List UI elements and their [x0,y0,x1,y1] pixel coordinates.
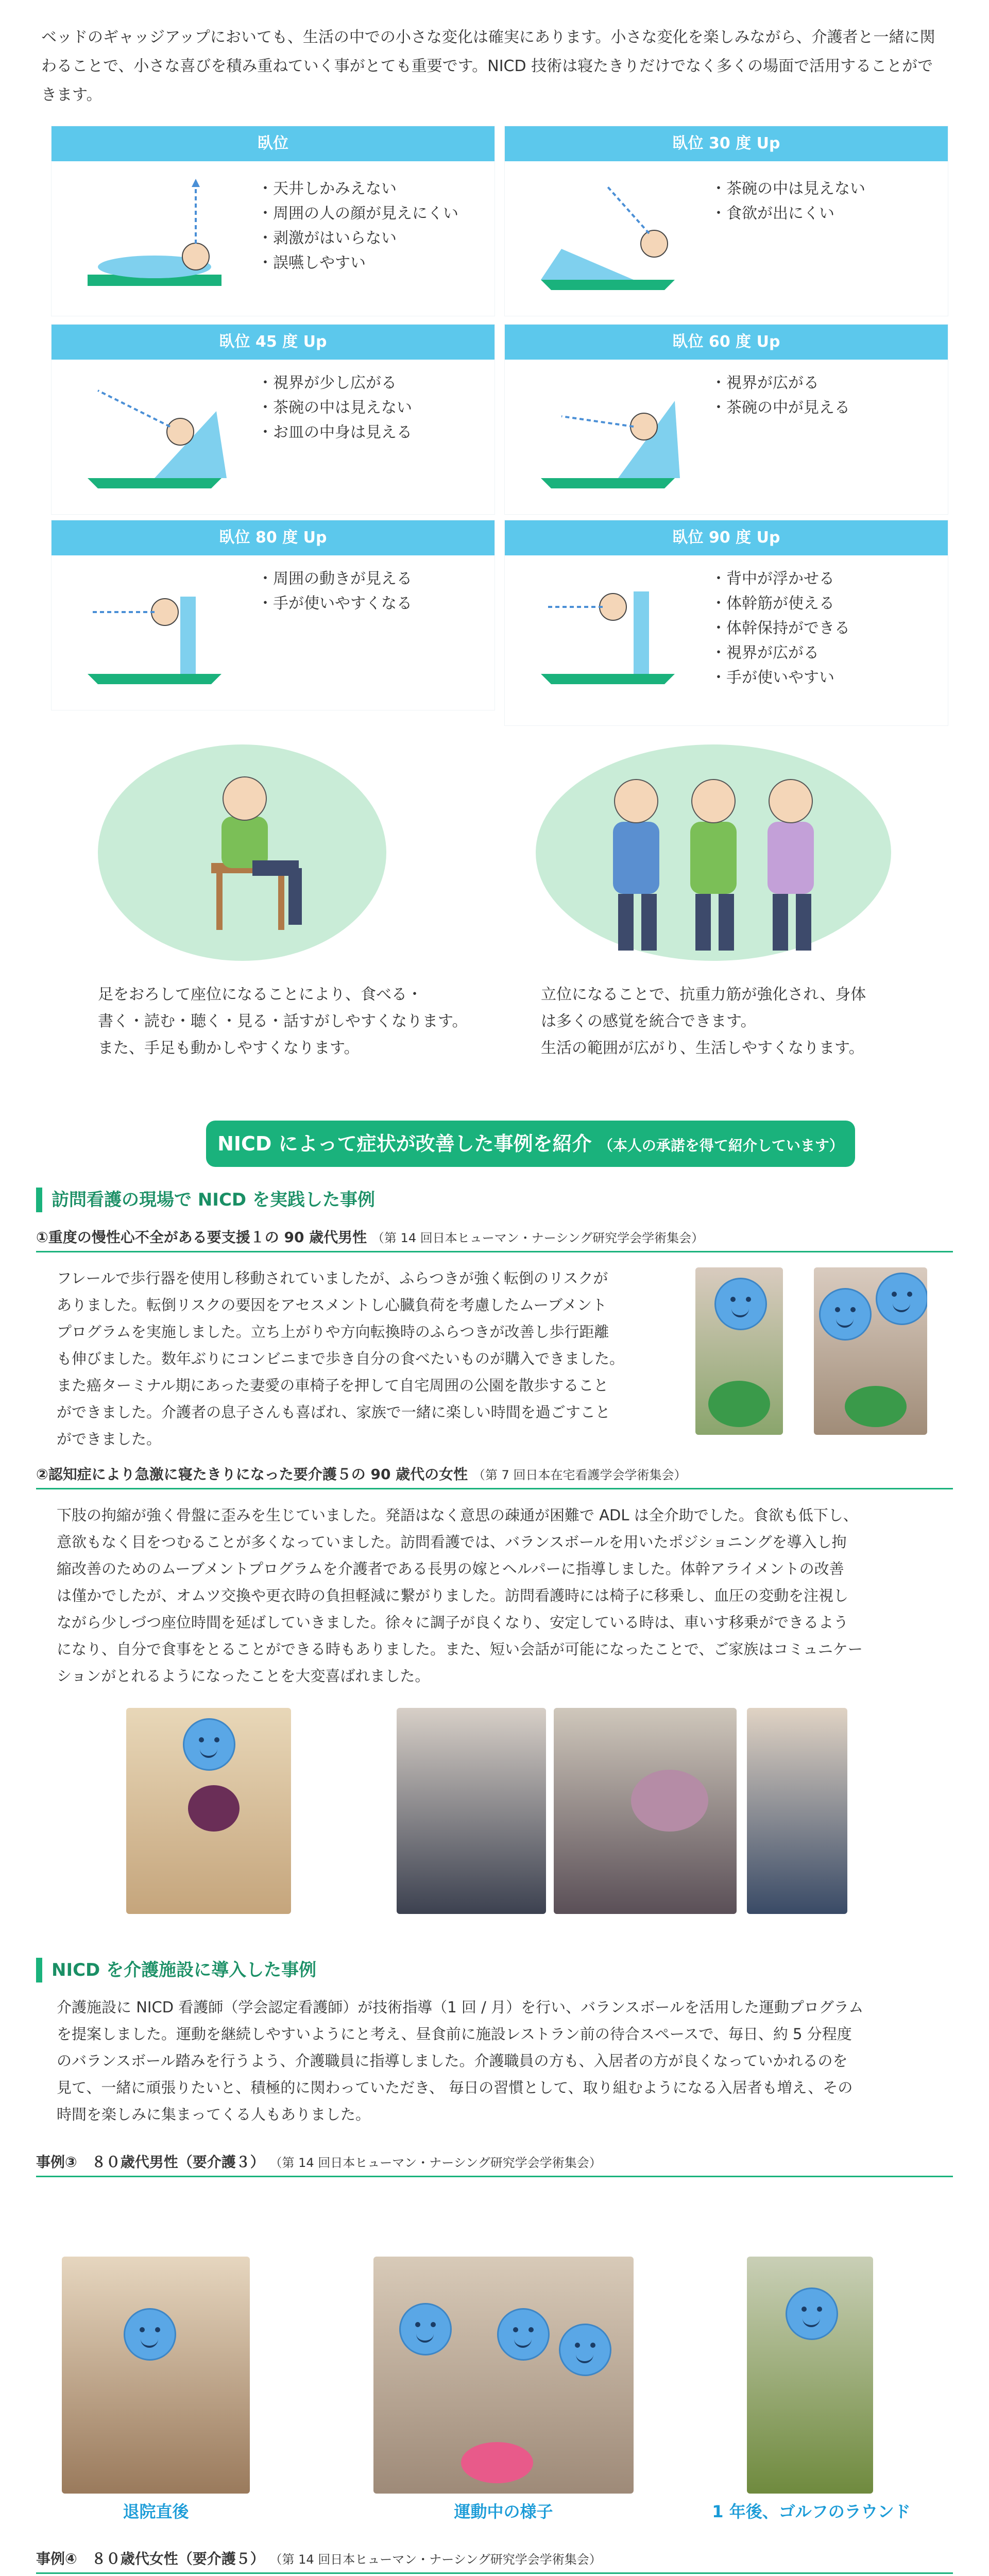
position-card-supine [52,126,494,316]
position-card-90 [505,520,948,725]
case-title-text: 事例③ ８０歳代男性（要介護３） [36,2154,265,2171]
card-item: ・ 誤嚥しやすい [258,251,458,276]
case1-photo-2 [814,1267,927,1435]
case2-photo-3 [554,1708,737,1914]
text-line: は僅かでしたが、オムツ交換や更衣時の負担軽減に繋がりました。訪問看護時には椅子に移乗し、血圧の変動を注視し [57,1587,849,1604]
facility-text [57,1994,943,2128]
card-item: ・ 天井しかみえない [258,177,458,201]
sitting-elder-illustration [98,744,386,961]
section-facility-title: NICD を介護施設に導入した事例 [36,1958,316,1982]
caption-line: 足をおろして座位になることにより、食べる・ [98,986,422,1004]
sitting-caption [98,981,468,1062]
sitting-80-illustration [77,566,242,700]
position-card-45 [52,325,494,514]
banner-subtitle: （本人の承諾を得て紹介しています） [598,1137,844,1154]
caption-line: 立位になることで、抗重力筋が強化され、身体 [541,986,866,1004]
case3-label-2: 運動中の様子 [454,2502,553,2521]
caption-line: 書く・読む・聴く・見る・話すがしやすくなります。 [98,1012,468,1030]
text-line: 介護施設に NICD 看護師（学会認定看護師）が技術指導（1 回 / 月）を行い、バランスボールを活用した運動プログラム [57,1998,864,2016]
text-line: ができました。介護者の息子さんも喜ばれ、家族で一緒に楽しい時間を過ごすこと [57,1403,610,1421]
card-item: ・ 茶碗の中は見えない [711,177,865,201]
standing-elders-illustration [536,744,891,961]
case-note: （第 14 回日本ヒューマン・ナーシング研究学会学術集会） [269,2156,602,2170]
card-item: ・ 周囲の人の顔が見えにくい [258,201,458,226]
card-item: ・ 視界が広がる [711,641,850,666]
case2-photo-2 [397,1708,546,1914]
caption-line: また、手足も動かしやすくなります。 [98,1039,360,1057]
standing-caption [541,981,866,1062]
case-title-text: 事例④ ８０歳代女性（要介護５） [36,2550,265,2567]
text-line: ができました。 [57,1430,162,1448]
face-mask-icon [819,1288,872,1341]
case-note: （第 14 回日本ヒューマン・ナーシング研究学会学術集会） [269,2552,602,2567]
case-title-text: ①重度の慢性心不全がある要支援１の 90 歳代男性 [36,1229,367,1246]
text-line: 下肢の拘縮が強く骨盤に歪みを生じていました。発語はなく意思の疎通が困難で ADL は全介助でした。食欲も低下し、 [57,1506,858,1524]
text-line: のバランスボール踏みを行うよう、介護職員に指導しました。介護職員の方も、入居者の方が良くなっていかれるのを [57,2052,848,2070]
balance-ball [845,1386,907,1427]
card-item: ・ 視界が広がる [711,371,850,396]
face-mask-icon [124,2308,176,2361]
text-line: プログラムを実施しました。立ち上がりや方向転換時のふらつきが改善し歩行距離 [57,1323,609,1341]
card-item: ・ お皿の中身は見える [258,420,412,445]
face-mask-icon [714,1278,767,1330]
case1-photo-1 [695,1267,783,1435]
face-mask-icon [399,2303,452,2355]
cases-banner [206,1121,855,1167]
reclined-45-illustration [77,370,242,504]
text-line: ションがとれるようになったことを大変喜ばれました。 [57,1667,430,1685]
case2-title [36,1463,953,1489]
case2-photo-4 [747,1708,847,1914]
intro-text: ベッドのギャッジアップにおいても、生活の中での小さな変化は確実にあります。小さな変化を楽しみながら、介護者と一緒に関わることで、小さな喜びを積み重ねていく事がとても重要です。NICD 技術は寝たきりだけでなく多くの場面で活用することができます。 [41,28,935,104]
case2-photo-1 [126,1708,291,1914]
case3-photo-2 [373,2257,634,2494]
card-item: ・ 手が使いやすくなる [258,591,412,616]
case3-photo-3 [747,2257,873,2494]
case-title-text: ②認知症により急激に寝たきりになった要介護５の 90 歳代の女性 [36,1466,468,1483]
position-card-60 [505,325,948,514]
face-mask-icon [183,1718,235,1771]
reclined-30-illustration [531,172,695,306]
text-line: ありました。転倒リスクの要因をアセスメントし心臓負荷を考慮したムーブメント [57,1296,607,1314]
case1-text [57,1265,685,1452]
supine-patient-illustration [77,172,242,306]
section-home-nursing-title: 訪問看護の現場で NICD を実践した事例 [36,1188,375,1212]
card-item: ・ 食欲が出にくい [711,201,865,226]
card-item: ・ 茶碗の中は見えない [258,396,412,420]
card-title: 臥位 80 度 Up [52,520,494,555]
case3-title [36,2151,953,2177]
case4-title [36,2548,953,2574]
balance-ball [631,1770,708,1832]
card-item: ・ 茶碗の中が見える [711,396,850,420]
sitting-90-illustration [531,566,695,700]
case1-title [36,1226,953,1252]
card-item: ・ 体幹保持ができる [711,616,850,641]
case-note: （第 14 回日本ヒューマン・ナーシング研究学会学術集会） [371,1231,704,1245]
text-line: フレールで歩行器を使用し移動されていましたが、ふらつきが強く転倒のリスクが [57,1269,608,1287]
face-mask-icon [786,2287,838,2340]
position-card-80 [52,520,494,710]
text-line: 縮改善のためのムーブメントプログラムを介護者である長男の嫁とヘルパーに指導しました。体幹アライメントの改善 [57,1560,844,1578]
balance-ball [708,1381,770,1427]
reclined-60-illustration [531,370,695,504]
card-title: 臥位 [52,126,494,161]
card-title: 臥位 90 度 Up [505,520,948,555]
case3-photo-1 [62,2257,250,2494]
balance-ball [461,2442,533,2483]
caption-line: 生活の範囲が広がり、生活しやすくなります。 [541,1039,864,1057]
case-note: （第 7 回日本在宅看護学会学術集会） [472,1468,687,1482]
text-line: 意欲もなく目をつむることが多くなっていました。訪問看護では、バランスボールを用いたポジショニングを導入し拘 [57,1533,847,1551]
text-line: になり、自分で食事をとることができる時もありました。また、短い会話が可能になったことで、ご家族はコミュニケー [57,1640,863,1658]
face-mask-icon [559,2324,611,2376]
banner-title: NICD によって症状が改善した事例を紹介 [217,1132,592,1155]
text-line: ながら少しづつ座位時間を延ばしていきました。徐々に調子が良くなり、安定している時は、車いす移乗ができるよう [57,1614,849,1631]
text-line: を提案しました。運動を継続しやすいようにと考え、昼食前に施設レストラン前の待合スペースで、毎日、約 5 分程度 [57,2025,852,2043]
face-mask-icon [876,1273,927,1325]
card-item: ・ 剥激がはいらない [258,226,458,251]
card-item: ・ 手が使いやすい [711,666,850,690]
case3-label-1: 退院直後 [123,2502,189,2521]
card-item: ・ 背中が浮かせる [711,567,850,591]
card-title: 臥位 60 度 Up [505,325,948,360]
card-title: 臥位 45 度 Up [52,325,494,360]
text-line: また癌ターミナル期にあった妻愛の車椅子を押して自宅周囲の公園を散歩すること [57,1377,609,1394]
card-item: ・ 視界が少し広がる [258,371,412,396]
balance-ball [188,1785,240,1832]
text-line: 見て、一緒に頑張りたいと、積極的に関わっていただき、 毎日の習慣として、取り組むようになる入居者も増え、その [57,2079,853,2096]
card-title: 臥位 30 度 Up [505,126,948,161]
case3-label-3: 1 年後、ゴルフのラウンド [712,2502,911,2521]
standing-elders-circle [536,744,891,961]
caption-line: は多くの感覚を統合できます。 [541,1012,756,1030]
position-card-30 [505,126,948,316]
text-line: も伸びました。数年ぶりにコンビニまで歩き自分の食べたいものが購入できました。 [57,1350,625,1367]
case2-text [57,1502,943,1689]
face-mask-icon [497,2308,550,2361]
text-line: 時間を楽しみに集まってくる人もありました。 [57,2106,371,2123]
card-item: ・ 周囲の動きが見える [258,567,412,591]
sitting-elder-circle [98,744,386,961]
card-item: ・ 体幹筋が使える [711,591,850,616]
